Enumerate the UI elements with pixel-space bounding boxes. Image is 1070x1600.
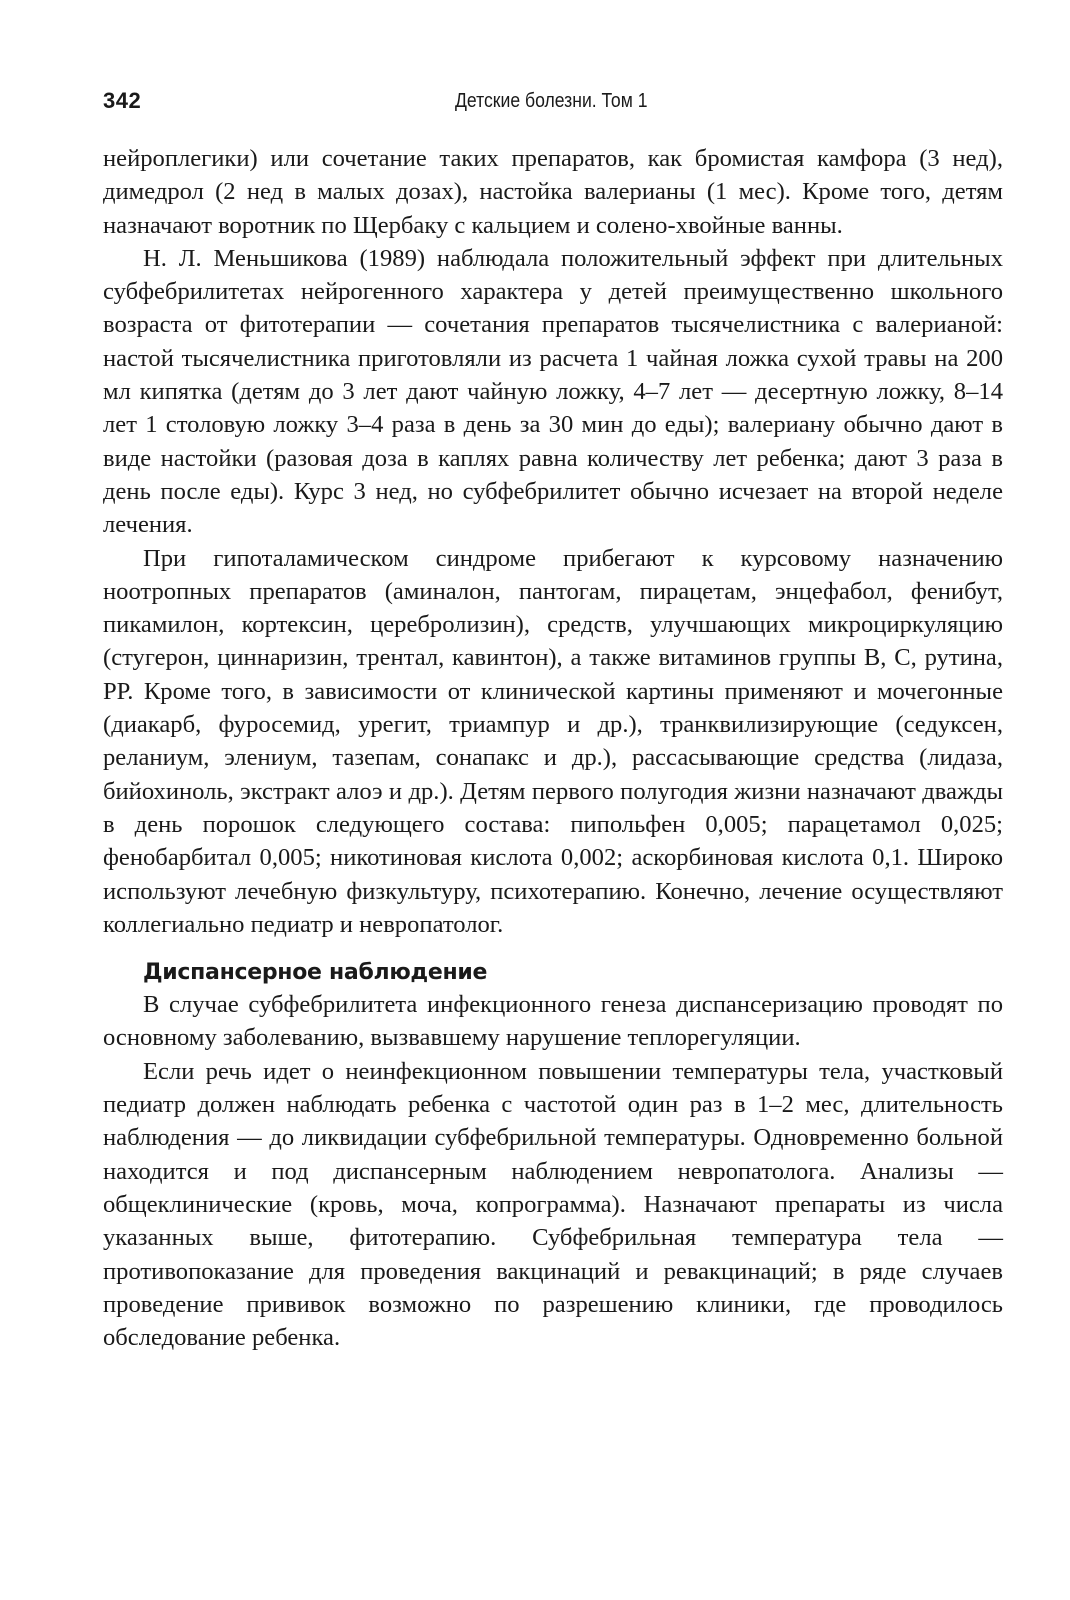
running-title: Детские болезни. Том 1 bbox=[455, 90, 648, 112]
page-header bbox=[103, 88, 1003, 124]
section-heading: Диспансерное наблюдение bbox=[143, 960, 488, 986]
page-number: 342 bbox=[103, 88, 142, 113]
paragraph-hypothalamic-syndrome: При гипоталамическом синдроме прибегают к курсовому назначению ноотропных препаратов (аминалон, пантогам, пирацетам, энцефабол, фенибут, пикамилон, кортексин, церебролизин), средств, улучшающих микроциркуляцию (стугерон, циннаризин, трентал, кавинтон), а также витаминов группы В, С, рутина, РР. Кроме того, в зависимости от клинической картины применяют и мочегонные (диакарб, фуросемид, урегит, триампур и др.), транквилизирующие (седуксен, реланиум, элениум, тазепам, сонапакс и др.), рассасывающие средства (лидаза, бийохиноль, экстракт алоэ и др.). Детям первого полугодия жизни назначают дважды в день порошок следующего состава: пипольфен 0,005; парацетамол 0,025; фенобарбитал 0,005; никотиновая кислота 0,002; аскорбиновая кислота 0,1. Широко используют лечебную физкультуру, психотерапию. Конечно, лечение осуществляют коллегиально педиатр и невропатолог. bbox=[103, 544, 1003, 938]
paragraph-noninfectious-observation: Если речь идет о неинфекционном повышении температуры тела, участковый педиатр должен наблюдать ребенка с частотой один раз в 1–2 мес, длительность наблюдения — до ликвидации субфебрильной температуры. Одновременно больной находится и под диспансерным наблюдением невропатолога. Анализы — общеклинические (кровь, моча, копрограмма). Назначают препараты из числа указанных выше, фитотерапию. Субфебрильная температура тела — противопоказание для проведения вакцинаций и ревакцинаций; в ряде случаев проведение прививок возможно по разрешению клиники, где проводилось обследование ребенка. bbox=[103, 1057, 1003, 1352]
paragraph-phytotherapy: Н. Л. Меньшикова (1989) наблюдала положительный эффект при длительных субфебрилитетах нейрогенного характера у детей преимущественно школьного возраста от фитотерапии — сочетания препаратов тысячелистника с валерианой: настой тысячелистника приготовляли из расчета 1 чайная ложка сухой травы на 200 мл кипятка (детям до 3 лет дают чайную ложку, 4–7 лет — десертную ложку, 8–14 лет 1 столовую ложку 3–4 раза в день за 30 мин до еды); валериану обычно дают в виде настойки (разовая доза в каплях равна количеству лет ребенка; дают 3 раза в день после еды). Курс 3 нед, но субфебрилитет обычно исчезает на второй неделе лечения. bbox=[103, 244, 1003, 539]
paragraph-continuation: нейроплегики) или сочетание таких препаратов, как бромистая камфора (3 нед), димедрол (2 нед в малых дозах), настойка валерианы (1 мес). Кроме того, детям назначают воротник по Щербаку с кальцием и солено-хвойные ванны. bbox=[103, 145, 1003, 239]
body-text bbox=[103, 142, 1003, 1354]
paragraph-infectious-genesis: В случае субфебрилитета инфекционного генеза диспансеризацию проводят по основному заболеванию, вызвавшему нарушение теплорегуляции. bbox=[103, 991, 1003, 1052]
